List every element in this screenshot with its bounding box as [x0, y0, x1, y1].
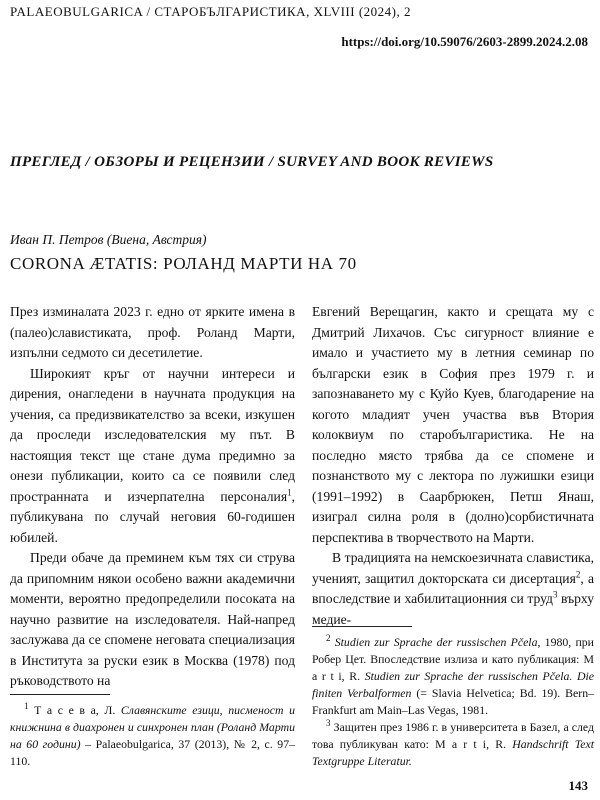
footnote-divider-left — [10, 694, 110, 695]
footnote-divider-right — [312, 626, 412, 627]
footnote-number: 1 — [24, 701, 29, 712]
right-column — [312, 302, 594, 630]
footnote-1 — [10, 702, 295, 770]
article-title: CORONA ÆTATIS: РОЛАНД МАРТИ НА 70 — [10, 254, 357, 273]
footnote-ref-1[interactable]: 1 — [287, 486, 292, 497]
text-run: – Palaeobulgarica, 37 (2013), № 2, с. 97–110. — [10, 737, 295, 768]
paragraph-continuation: Евгений Верещагин, както и срещата му с Дмитрий Лихачов. Със сигурност влияние е имало и участието му в летния семинар по български език в София през 1979 г. и запознаването му с Куйо Куев, благодарение на когото младият учен участва във Втория колоквиум по старобългаристика. Не на последно място трябва да се спомене и познанството му с лектора по лужишки езици (1991–1992) в Саарбрюкен, Петш Янаш, изиграл силна роля в (долно)сорбистичната перспектива в творчеството на Марти. — [312, 304, 594, 545]
paragraph-milestones: Преди обаче да преминем към тях си струва да припомним някои особено важни академични моменти, вероятно предопределили посоката на научно развитие на изследователя. Най-напред заслужава да се спомене неговата специализация в Института за руски език в Москва (1978) под ръководството на — [10, 550, 295, 688]
text-run: върху медие- — [312, 591, 594, 627]
cited-title: Studien zur Sprache der russischen Pčela. Die finiten Verbalformen — [312, 669, 595, 700]
footnote-number: 3 — [326, 718, 331, 729]
doi-link[interactable]: https://doi.org/10.59076/2603-2899.2024.2.08 — [341, 34, 588, 49]
page-number: 143 — [568, 778, 588, 793]
footnote-number: 2 — [326, 633, 331, 644]
article-author: Иван П. Петров (Виена, Австрия) — [10, 232, 207, 247]
footnote-3 — [312, 719, 594, 770]
cited-title: Славянските езици, писменост и книжнина в диахронен и синхронен план (Роланд Марти на 60 години) — [10, 703, 295, 751]
footnote-ref-2[interactable]: 2 — [575, 568, 581, 579]
text-run: Т а с е в а, Л. — [28, 703, 121, 717]
paragraph-intro: През изминалата 2023 г. едно от ярките имена в (палео)славистиката, проф. Роланд Марти, изпълни седмото си десетилетие. — [10, 304, 295, 360]
cited-title: Handschrift Text Textgruppe Literatur. — [312, 737, 594, 768]
text-run: Широкият кръг от научни интереси и дирения, онагледени в научната продукция на учения, са предизвикателство за всеки, изкушен да проследи изследователския му път. В настоящия текст ще стане дума предимно за онези публикации, които са се появили след пространната и изчерпателна персоналия — [10, 365, 295, 504]
paragraph-interests — [10, 364, 295, 549]
cited-title: Studien zur Sprache der russischen Pčela — [334, 635, 538, 649]
footnote-2 — [312, 634, 594, 719]
paragraph-tradition — [312, 548, 594, 630]
text-run: (= Slavia Helvetica; Bd. 19). Bern–Frankfurt am Main–Las Vegas, 1981. — [312, 686, 594, 717]
journal-header: PALAEOBULGARICA / СТАРОБЪЛГАРИСТИКА, XLVIII (2024), 2 — [10, 4, 411, 19]
text-run: , а впоследствие и хабилитационния си труд — [312, 570, 594, 606]
left-column — [10, 302, 295, 692]
footnotes-right — [312, 634, 594, 770]
text-run: В традицията на немскоезичната славистика, ученият, защитил докторската си дисертация — [312, 550, 594, 586]
text-run: Защитен през 1986 г. в университета в Базел, а след това публикуван като: M a r t i, R. — [312, 720, 594, 751]
text-run: , 1980, при Робер Цет. Впоследствие излиза и като публикация: M a r t i, R. — [312, 635, 594, 683]
footnote-ref-3[interactable]: 3 — [552, 589, 558, 600]
section-title: ПРЕГЛЕД / ОБЗОРЫ И РЕЦЕНЗИИ / SURVEY AND BOOK REVIEWS — [10, 154, 494, 170]
footnotes-left — [10, 702, 295, 770]
text-run: , публикувана по случай неговия 60-годишен юбилей. — [10, 488, 295, 545]
